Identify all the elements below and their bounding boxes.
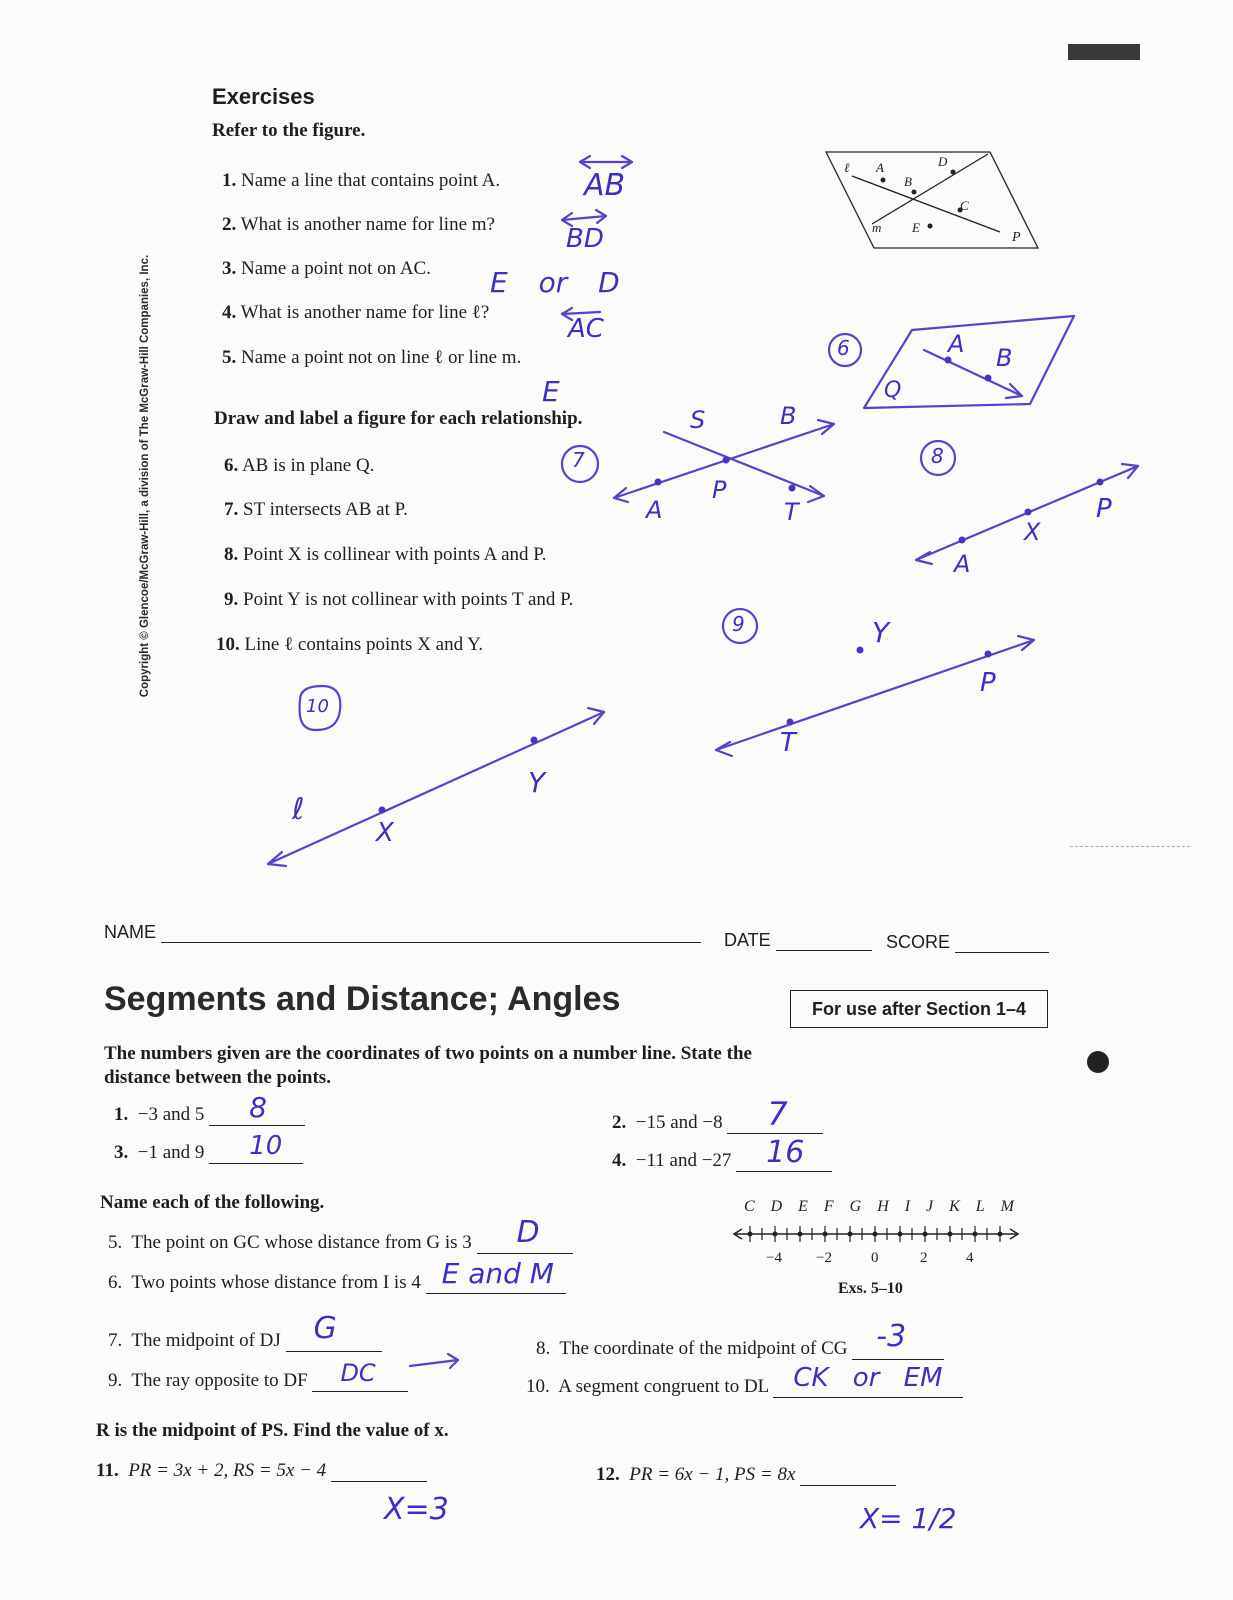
nl-tick-0: 0 — [871, 1250, 879, 1266]
section-title: Segments and Distance; Angles — [104, 980, 621, 1018]
exercise-q3: 3. Name a point not on AC. — [222, 258, 431, 279]
refer-text: Refer to the figure. — [212, 120, 366, 141]
d6-label-A: A — [948, 330, 965, 358]
d9-label-T: T — [780, 728, 796, 758]
midpoint-answer-12: X= 1/2 — [860, 1502, 957, 1535]
midpoint-answer-11: X=3 — [384, 1492, 449, 1527]
exercise-q4: 4. What is another name for line ℓ? — [222, 302, 490, 323]
exercise-q2: 2. What is another name for line m? — [222, 214, 495, 235]
name-item-9: 9. The ray opposite to DF DC — [108, 1370, 408, 1392]
exercise-q5: 5. Name a point not on line ℓ or line m. — [222, 347, 522, 368]
nl-letter: K — [949, 1198, 960, 1215]
nl-letter: D — [770, 1198, 783, 1215]
name-item-7: 7. The midpoint of DJ G — [108, 1330, 382, 1352]
nl-tick-4: 4 — [966, 1250, 974, 1266]
name-heading: Name each of the following. — [100, 1192, 325, 1213]
d8-label-A: A — [954, 550, 971, 578]
d6-label-B: B — [996, 344, 1013, 372]
nl-letter: C — [744, 1198, 755, 1215]
name-item-8: 8. The coordinate of the midpoint of CG -3 — [536, 1338, 944, 1360]
draw-item-6: 6. AB is in plane Q. — [224, 455, 375, 476]
nl-letter: E — [798, 1198, 808, 1215]
d10-label-l: ℓ — [292, 792, 305, 827]
d7-label-P: P — [712, 476, 727, 504]
answer-q2: BD — [566, 224, 604, 254]
d10-label-X: X — [376, 818, 394, 848]
nl-letter: L — [975, 1198, 985, 1215]
nl-tick-neg2: −2 — [816, 1250, 832, 1266]
d7-label-A: A — [646, 496, 663, 524]
name-field: NAME — [104, 922, 701, 943]
d8-circle: 8 — [931, 444, 944, 468]
figure-label-A: A — [876, 160, 884, 175]
figure-label-m: m — [872, 220, 882, 235]
d7-label-B: B — [780, 402, 797, 430]
nl-caption: Exs. 5–10 — [838, 1280, 903, 1297]
figure-label-E: E — [912, 220, 920, 235]
figure-label-B: B — [904, 174, 912, 189]
answer-q4: AC — [568, 314, 604, 344]
score-field: SCORE — [886, 932, 1049, 953]
midpoint-item-11: 11. PR = 3x + 2, RS = 5x − 4 — [96, 1460, 427, 1482]
distance-item-2: 2. −15 and −8 7 — [612, 1112, 823, 1134]
d7-label-T: T — [784, 498, 799, 526]
figure-label-C: C — [960, 198, 969, 213]
distance-instructions: The numbers given are the coordinates of two points on a number line. State the distance between the points. — [104, 1043, 752, 1088]
d7-label-S: S — [690, 406, 706, 434]
nl-letter: H — [877, 1198, 889, 1215]
name-item-6: 6. Two points whose distance from I is 4 E and M — [108, 1272, 566, 1294]
exercises-heading: Exercises — [212, 84, 315, 109]
nl-tick-neg4: −4 — [766, 1250, 782, 1266]
draw-item-8: 8. Point X is collinear with points A and P. — [224, 544, 547, 565]
d10-circle: 10 — [306, 696, 329, 717]
name-item-5: 5. The point on GC whose distance from G is 3 D — [108, 1232, 573, 1254]
figure-label-D: D — [938, 154, 948, 169]
d6-label-Q: Q — [884, 378, 902, 403]
d8-label-X: X — [1024, 518, 1041, 546]
d7-circle: 7 — [572, 448, 585, 472]
distance-item-1: 1. −3 and 5 8 — [114, 1104, 305, 1126]
nl-tick-2: 2 — [920, 1250, 928, 1266]
distance-item-3: 3. −1 and 9 10 — [114, 1142, 303, 1164]
d9-label-P: P — [980, 668, 996, 698]
nl-letter: M — [1000, 1198, 1014, 1215]
name-item-10: 10. A segment congruent to DL CK or EM — [526, 1376, 963, 1398]
d10-label-Y: Y — [528, 766, 546, 799]
date-field: DATE — [724, 930, 872, 951]
nl-letter: I — [904, 1198, 911, 1215]
answer-q5: E — [542, 375, 560, 408]
nl-letter: F — [823, 1198, 834, 1215]
d8-label-P: P — [1096, 494, 1112, 524]
d9-label-Y: Y — [872, 616, 890, 649]
d9-circle: 9 — [732, 612, 745, 636]
midpoint-heading: R is the midpoint of PS. Find the value of x. — [96, 1420, 449, 1441]
figure-label-P: P — [1012, 230, 1021, 245]
draw-heading: Draw and label a figure for each relationship. — [214, 408, 583, 429]
figure-label-l: ℓ — [844, 160, 850, 175]
d6-circle: 6 — [837, 336, 850, 360]
distance-item-4: 4. −11 and −27 16 — [612, 1150, 832, 1172]
draw-item-10: 10. Line ℓ contains points X and Y. — [216, 634, 484, 655]
copyright-notice: Copyright © Glencoe/McGraw-Hill, a division of The McGraw-Hill Companies, Inc. — [139, 254, 151, 698]
nl-letter: G — [849, 1198, 862, 1215]
answer-q1: AB — [584, 168, 626, 203]
draw-item-7: 7. ST intersects AB at P. — [224, 499, 408, 520]
draw-item-9: 9. Point Y is not collinear with points T and P. — [224, 589, 574, 610]
section-badge: For use after Section 1–4 — [790, 990, 1048, 1028]
exercise-q1: 1. Name a line that contains point A. — [222, 170, 501, 191]
nl-letter: J — [926, 1198, 934, 1215]
midpoint-item-12: 12. PR = 6x − 1, PS = 8x — [596, 1464, 896, 1486]
answer-q3: E or D — [490, 266, 620, 299]
